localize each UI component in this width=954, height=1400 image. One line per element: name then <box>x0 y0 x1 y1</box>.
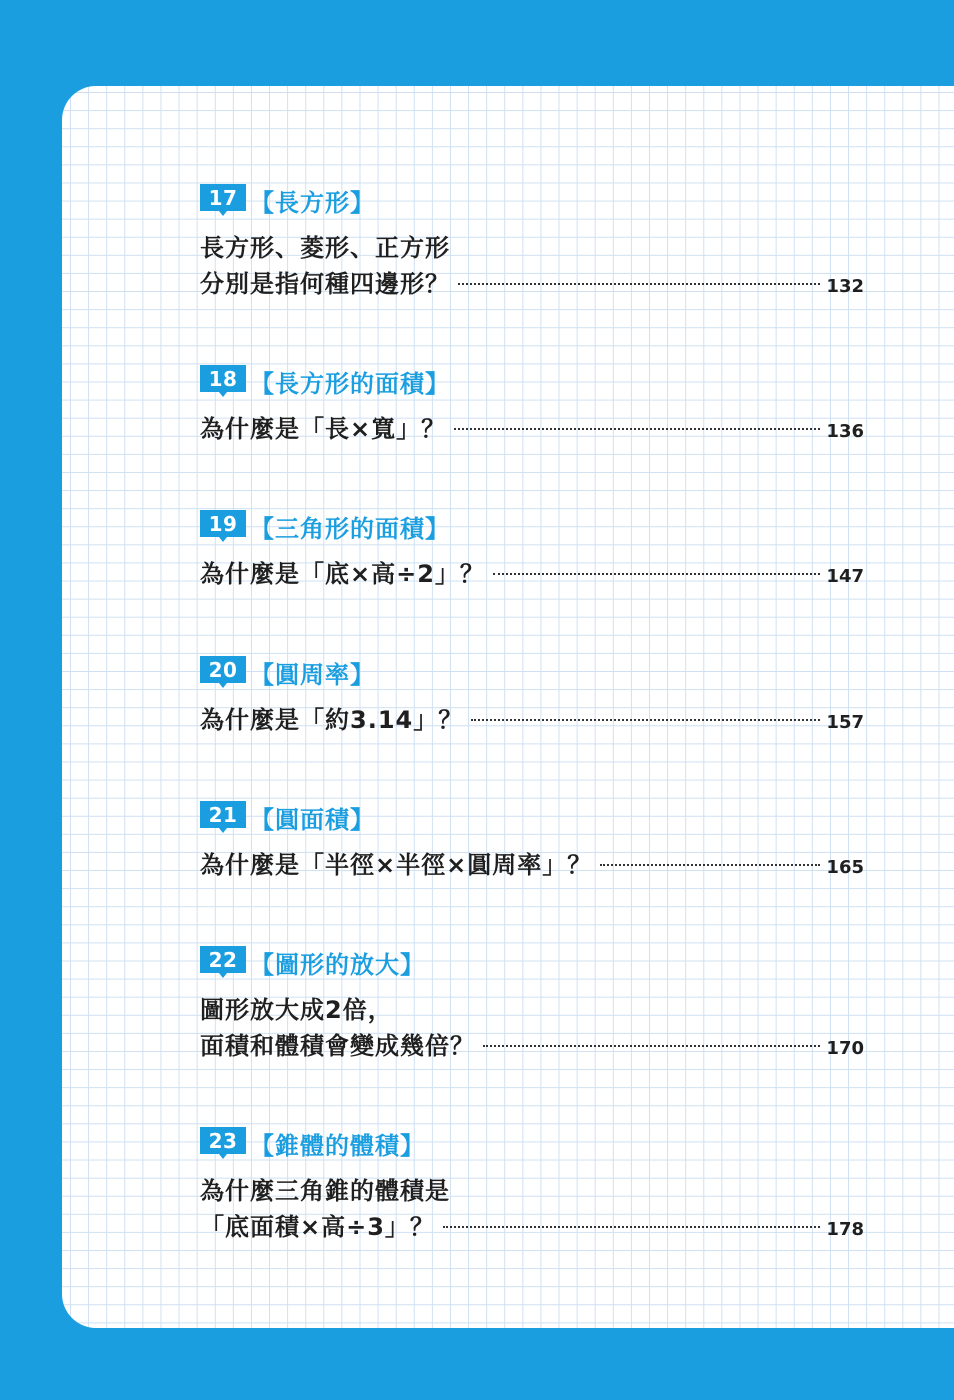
question-line-last <box>200 266 864 305</box>
question-text: 為什麼是「長×寬」？ <box>200 415 447 443</box>
toc-page <box>62 86 954 1328</box>
dot-leader <box>493 573 821 575</box>
category-title: 【圓周率】 <box>250 660 375 689</box>
chapter-badge <box>200 365 246 397</box>
chapter-number: 21 <box>208 803 238 827</box>
toc-entry[interactable] <box>200 184 864 305</box>
chapter-number: 19 <box>208 512 238 536</box>
question <box>200 1173 864 1248</box>
toc-entry[interactable] <box>200 801 864 886</box>
page-number: 178 <box>826 1219 864 1240</box>
dot-leader <box>483 1045 820 1047</box>
toc-entry[interactable] <box>200 1127 864 1248</box>
category-title: 【長方形】 <box>250 188 375 217</box>
category-title: 【圓面積】 <box>250 805 375 834</box>
question-text: 「底面積×高÷3」？ <box>200 1213 435 1241</box>
chapter-badge <box>200 510 246 542</box>
chapter-badge <box>200 801 246 833</box>
entry-header <box>200 801 864 833</box>
page-number: 132 <box>826 276 864 297</box>
entry-header <box>200 946 864 978</box>
chapter-number: 20 <box>208 658 238 682</box>
question-line: 為什麼三角錐的體積是 <box>200 1177 450 1205</box>
question-text: 為什麼是「半徑×半徑×圓周率」？ <box>200 851 593 879</box>
question <box>200 702 864 741</box>
question-line-last <box>200 847 864 886</box>
question <box>200 556 864 595</box>
page-number: 147 <box>826 566 864 587</box>
question <box>200 230 864 305</box>
dot-leader <box>458 283 820 285</box>
toc-entry[interactable] <box>200 365 864 450</box>
chapter-badge <box>200 656 246 688</box>
question <box>200 847 864 886</box>
entry-header <box>200 365 864 397</box>
question-text: 面積和體積會變成幾倍？ <box>200 1032 475 1060</box>
dot-leader <box>471 719 820 721</box>
chapter-badge <box>200 1127 246 1159</box>
question-text: 分別是指何種四邊形？ <box>200 270 450 298</box>
toc-entry[interactable] <box>200 656 864 741</box>
question-line-last <box>200 556 864 595</box>
question-line-last <box>200 1209 864 1248</box>
chapter-badge <box>200 184 246 216</box>
question-line-last <box>200 1028 864 1067</box>
dot-leader <box>600 864 820 866</box>
page-number: 136 <box>826 421 864 442</box>
entry-header <box>200 184 864 216</box>
page-number: 170 <box>826 1038 864 1059</box>
category-title: 【三角形的面積】 <box>250 514 450 543</box>
question-text: 為什麼是「約3.14」？ <box>200 706 464 734</box>
entry-header <box>200 1127 864 1159</box>
toc-entry[interactable] <box>200 946 864 1067</box>
entry-header <box>200 656 864 688</box>
entry-header <box>200 510 864 542</box>
question-line: 圖形放大成2倍， <box>200 996 393 1024</box>
category-title: 【錐體的體積】 <box>250 1131 425 1160</box>
chapter-badge <box>200 946 246 978</box>
chapter-number: 22 <box>208 948 238 972</box>
page-number: 157 <box>826 712 864 733</box>
question-line-last <box>200 702 864 741</box>
question <box>200 992 864 1067</box>
question-line: 長方形、菱形、正方形 <box>200 234 450 262</box>
toc-entry[interactable] <box>200 510 864 595</box>
category-title: 【圖形的放大】 <box>250 950 425 979</box>
category-title: 【長方形的面積】 <box>250 369 450 398</box>
question <box>200 411 864 450</box>
page-number: 165 <box>826 857 864 878</box>
chapter-number: 18 <box>208 367 238 391</box>
question-line-last <box>200 411 864 450</box>
dot-leader <box>454 428 820 430</box>
dot-leader <box>443 1226 821 1228</box>
question-text: 為什麼是「底×高÷2」？ <box>200 560 485 588</box>
chapter-number: 17 <box>208 186 238 210</box>
chapter-number: 23 <box>208 1129 238 1153</box>
